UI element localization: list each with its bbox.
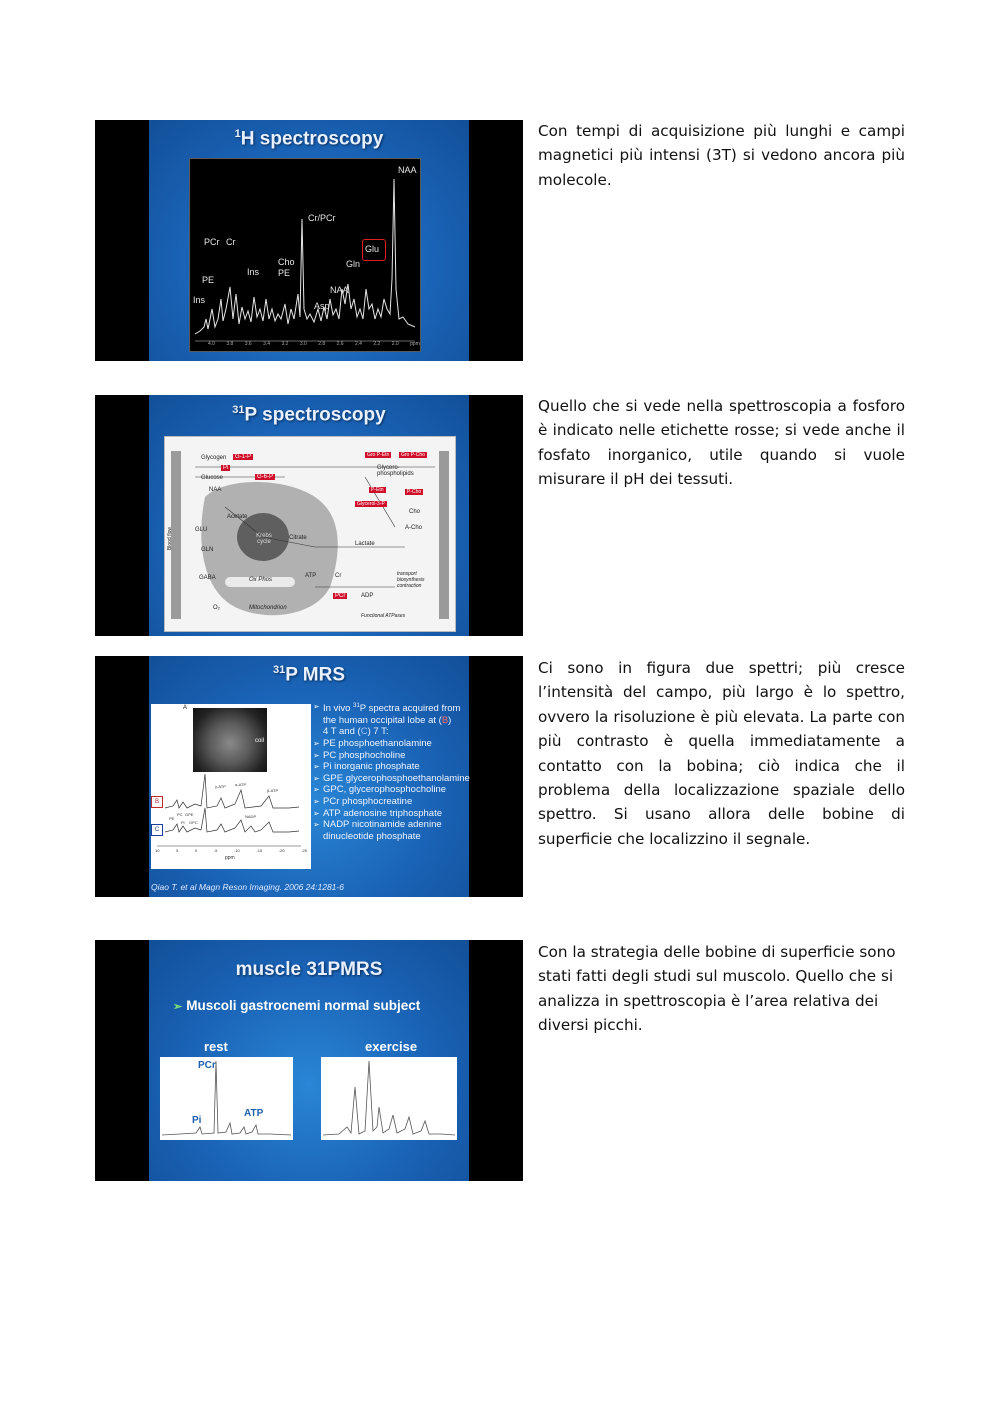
dlabel-o2: O₂: [213, 605, 220, 611]
slide-1h-spectroscopy: [95, 120, 523, 361]
paragraph-4: Con la strategia delle bobine di superficie sono stati fatti degli studi sul muscolo. Quello che si analizza in spettroscopia è l’area relativa dei diversi picchi.: [538, 943, 896, 1035]
panel-label-a: A: [183, 705, 188, 711]
legend-item: ➢ Pi inorganic phosphate: [313, 761, 473, 773]
metabolism-diagram: [164, 436, 456, 632]
rest-spectrum: [160, 1057, 293, 1140]
dlabel-glycerol3p: Glycerol-3-P: [357, 501, 385, 507]
ppm-axis: [155, 848, 307, 853]
axis-tick: 3.6: [244, 341, 252, 347]
slide-31p-spectroscopy: [95, 395, 523, 636]
legend-item: ➢ PC phosphocholine: [313, 750, 473, 762]
dlabel-glucose: Glucose: [201, 475, 224, 481]
mrs-legend-list: [313, 701, 473, 842]
ppm-tick: -15: [256, 848, 263, 853]
label-pcr: PCr: [204, 237, 220, 247]
dlabel-cr: Cr: [335, 573, 342, 579]
legend-item: ➢ NADP nicotinamide adenine dinucleotide phosphate: [313, 819, 473, 842]
peak-label-pc: PC: [177, 812, 183, 817]
peak-label-gatp: γ-ATP: [215, 784, 226, 789]
axis-tick: ppm: [410, 341, 420, 347]
peak-label-batp: β-ATP: [267, 788, 279, 793]
dlabel-bloodflow: Blood flow: [167, 527, 173, 551]
dlabel-g6p: G-6-P: [257, 474, 274, 480]
dlabel-cho: Cho: [409, 509, 421, 515]
intro-text: ➢ In vivo $^{31}$P spectra acquired from the human occipital lobe at (B) 4 T and (C) 7 T:: [313, 701, 473, 738]
ppm-tick: 10: [155, 848, 160, 853]
legend-item: ➢ GPE glycerophosphoethanolamine: [313, 773, 473, 785]
dlabel-g1p: G-1-P: [235, 454, 252, 460]
label-ins-2: Ins: [247, 267, 260, 277]
dlabel-lactate: Lactate: [355, 541, 375, 547]
exercise-label: exercise: [365, 1039, 418, 1054]
axis-tick: 3.4: [263, 341, 271, 347]
paragraph-1: Con tempi di acquisizione più lunghi e campi magnetici più intensi (3T) si vedono ancora più molecole.: [538, 122, 905, 189]
dlabel-glycogen: Glycogen: [201, 455, 227, 461]
dlabel-pcr: PCr: [335, 593, 346, 599]
slide-background: [149, 656, 469, 897]
dlabel-pi: Pi: [223, 465, 229, 471]
label-cr-pcr: Cr/PCr: [308, 213, 336, 223]
dlabel-acho: A-Cho: [405, 525, 423, 531]
axis-tick: 2.0: [391, 341, 399, 347]
label-c-box: C: [151, 824, 163, 836]
ppm-tick: -25: [301, 848, 307, 853]
slide-background: [149, 395, 469, 636]
mrs-figure-panel: [151, 704, 311, 869]
peak-label-aatp: α-ATP: [235, 782, 247, 787]
label-asp: Asp: [314, 301, 330, 311]
ppm-tick: 0: [194, 848, 198, 853]
slide-title: $^{31}$P MRS: [272, 664, 346, 686]
paragraph-2: Quello che si vede nella spettroscopia a fosforo è indicato nelle etichette rosse; si vede anche il fosfato inorganico, utile quando si vuole misurare il pH dei tessuti.: [538, 397, 905, 489]
slide-background: [149, 120, 469, 361]
dlabel-mitochondrion: Mitochondrion: [249, 605, 287, 611]
axis-tick: 3.2: [281, 341, 289, 347]
dlabel-gaba: GABA: [199, 575, 216, 581]
citation: Qiao T. et al Magn Reson Imaging. 2006 24:1281-6: [151, 882, 344, 892]
label-naa: NAA: [330, 285, 349, 295]
ppm-unit: ppm: [225, 855, 235, 861]
dlabel-glu: GLU: [195, 527, 208, 533]
slide-31p-mrs: [95, 656, 523, 897]
ppm-tick: -10: [233, 848, 240, 853]
axis-tick: 2.6: [336, 341, 344, 347]
label-cr: Cr: [226, 237, 236, 247]
dlabel-glycerophospholipids: Glycero-phospholipids: [377, 465, 414, 477]
label-cho: Cho: [278, 257, 295, 267]
exercise-spectrum: [321, 1057, 457, 1140]
ppm-tick: 5: [176, 848, 179, 853]
rest-spectrum-plot: [160, 1057, 293, 1140]
dlabel-pc: P-Cho: [407, 489, 422, 495]
dlabel-adp: ADP: [361, 593, 374, 599]
label-ins-1: Ins: [193, 295, 206, 305]
dlabel-acetate: Acetate: [227, 514, 248, 520]
label-pe: PE: [202, 275, 215, 285]
dlabel-naa: NAA: [209, 487, 222, 493]
rest-label: rest: [204, 1039, 228, 1054]
ppm-tick: -20: [278, 848, 285, 853]
label-gln: Gln: [346, 259, 361, 269]
slide-muscle-31pmrs: [95, 940, 523, 1181]
label-pe-2: PE: [278, 268, 291, 278]
peak-label-gpc: GPC: [189, 820, 198, 825]
slide-title: muscle 31PMRS: [235, 959, 383, 980]
peak-label-pe: PE: [169, 816, 175, 821]
dlabel-gln: GLN: [201, 547, 214, 553]
peak-label-pcr: PCr: [201, 766, 208, 771]
peak-label-nadp: NADP: [245, 814, 257, 819]
slide-title: $^1$H spectroscopy: [234, 128, 384, 150]
axis-tick: 3.8: [226, 341, 234, 347]
proton-spectrum: [189, 158, 421, 352]
label-b-box: B: [151, 796, 163, 808]
dlabel-citrate: Citrate: [289, 535, 307, 541]
peak-label-pi: Pi: [181, 820, 185, 825]
label-glu: Glu: [365, 244, 380, 254]
axis-tick: 2.4: [355, 341, 362, 347]
dlabel-gpe: Gro P-Etn: [367, 452, 390, 458]
atp-label: ATP: [244, 1108, 264, 1119]
legend-item: ➢ ATP adenosine triphosphate: [313, 808, 473, 820]
exercise-spectrum-plot: [321, 1057, 457, 1140]
slide-title: $^{31}$P spectroscopy: [232, 404, 386, 426]
axis-ticks: [208, 341, 420, 347]
legend-item: ➢ PE phosphoethanolamine: [313, 738, 473, 750]
dlabel-oxphos: Ox Phos: [249, 577, 273, 583]
axis-tick: 2.2: [373, 341, 381, 347]
ppm-tick: -5: [213, 848, 218, 853]
axis-tick: 3.0: [299, 341, 307, 347]
coil-label: coil: [255, 738, 265, 744]
pcr-label: PCr: [198, 1060, 216, 1071]
axis-tick: 2.8: [318, 341, 326, 347]
dlabel-krebs: Krebs cycle: [256, 533, 272, 545]
mrs-spectra: [151, 704, 311, 869]
dlabel-transport: transport biosynthesis contraction: [397, 571, 425, 589]
dlabel-atpases: Functional ATPases: [361, 613, 406, 619]
legend-item: ➢ GPC, glycerophosphocholine: [313, 784, 473, 796]
label-naa-top: NAA: [398, 165, 417, 175]
legend-item: ➢ PCr phosphocreatine: [313, 796, 473, 808]
pi-label: Pi: [192, 1115, 202, 1126]
axis-tick: 4.0: [208, 341, 215, 347]
bullet-line: ➢ Muscoli gastrocnemi normal subject: [173, 998, 421, 1013]
dlabel-gpc: Gro P-Cho: [401, 452, 425, 458]
slide-background: [149, 940, 469, 1181]
peak-label-gpe: GPE: [185, 812, 194, 817]
dlabel-atp: ATP: [305, 573, 317, 579]
paragraph-3: Ci sono in figura due spettri; più cresce l’intensità del campo, più largo è lo spettro, ovvero la risoluzione è più elevata. La parte con più contrasto è quella immediatamente a contatto con la bobina; ciò indica che il problema della localizzazione spaziale dello spettro. Si usano allora delle bobine di superficie che localizzino il segnale.: [538, 659, 905, 848]
dlabel-pe: P-Etn: [371, 487, 384, 493]
bullet-arrow-icon: ➢: [173, 1001, 183, 1013]
